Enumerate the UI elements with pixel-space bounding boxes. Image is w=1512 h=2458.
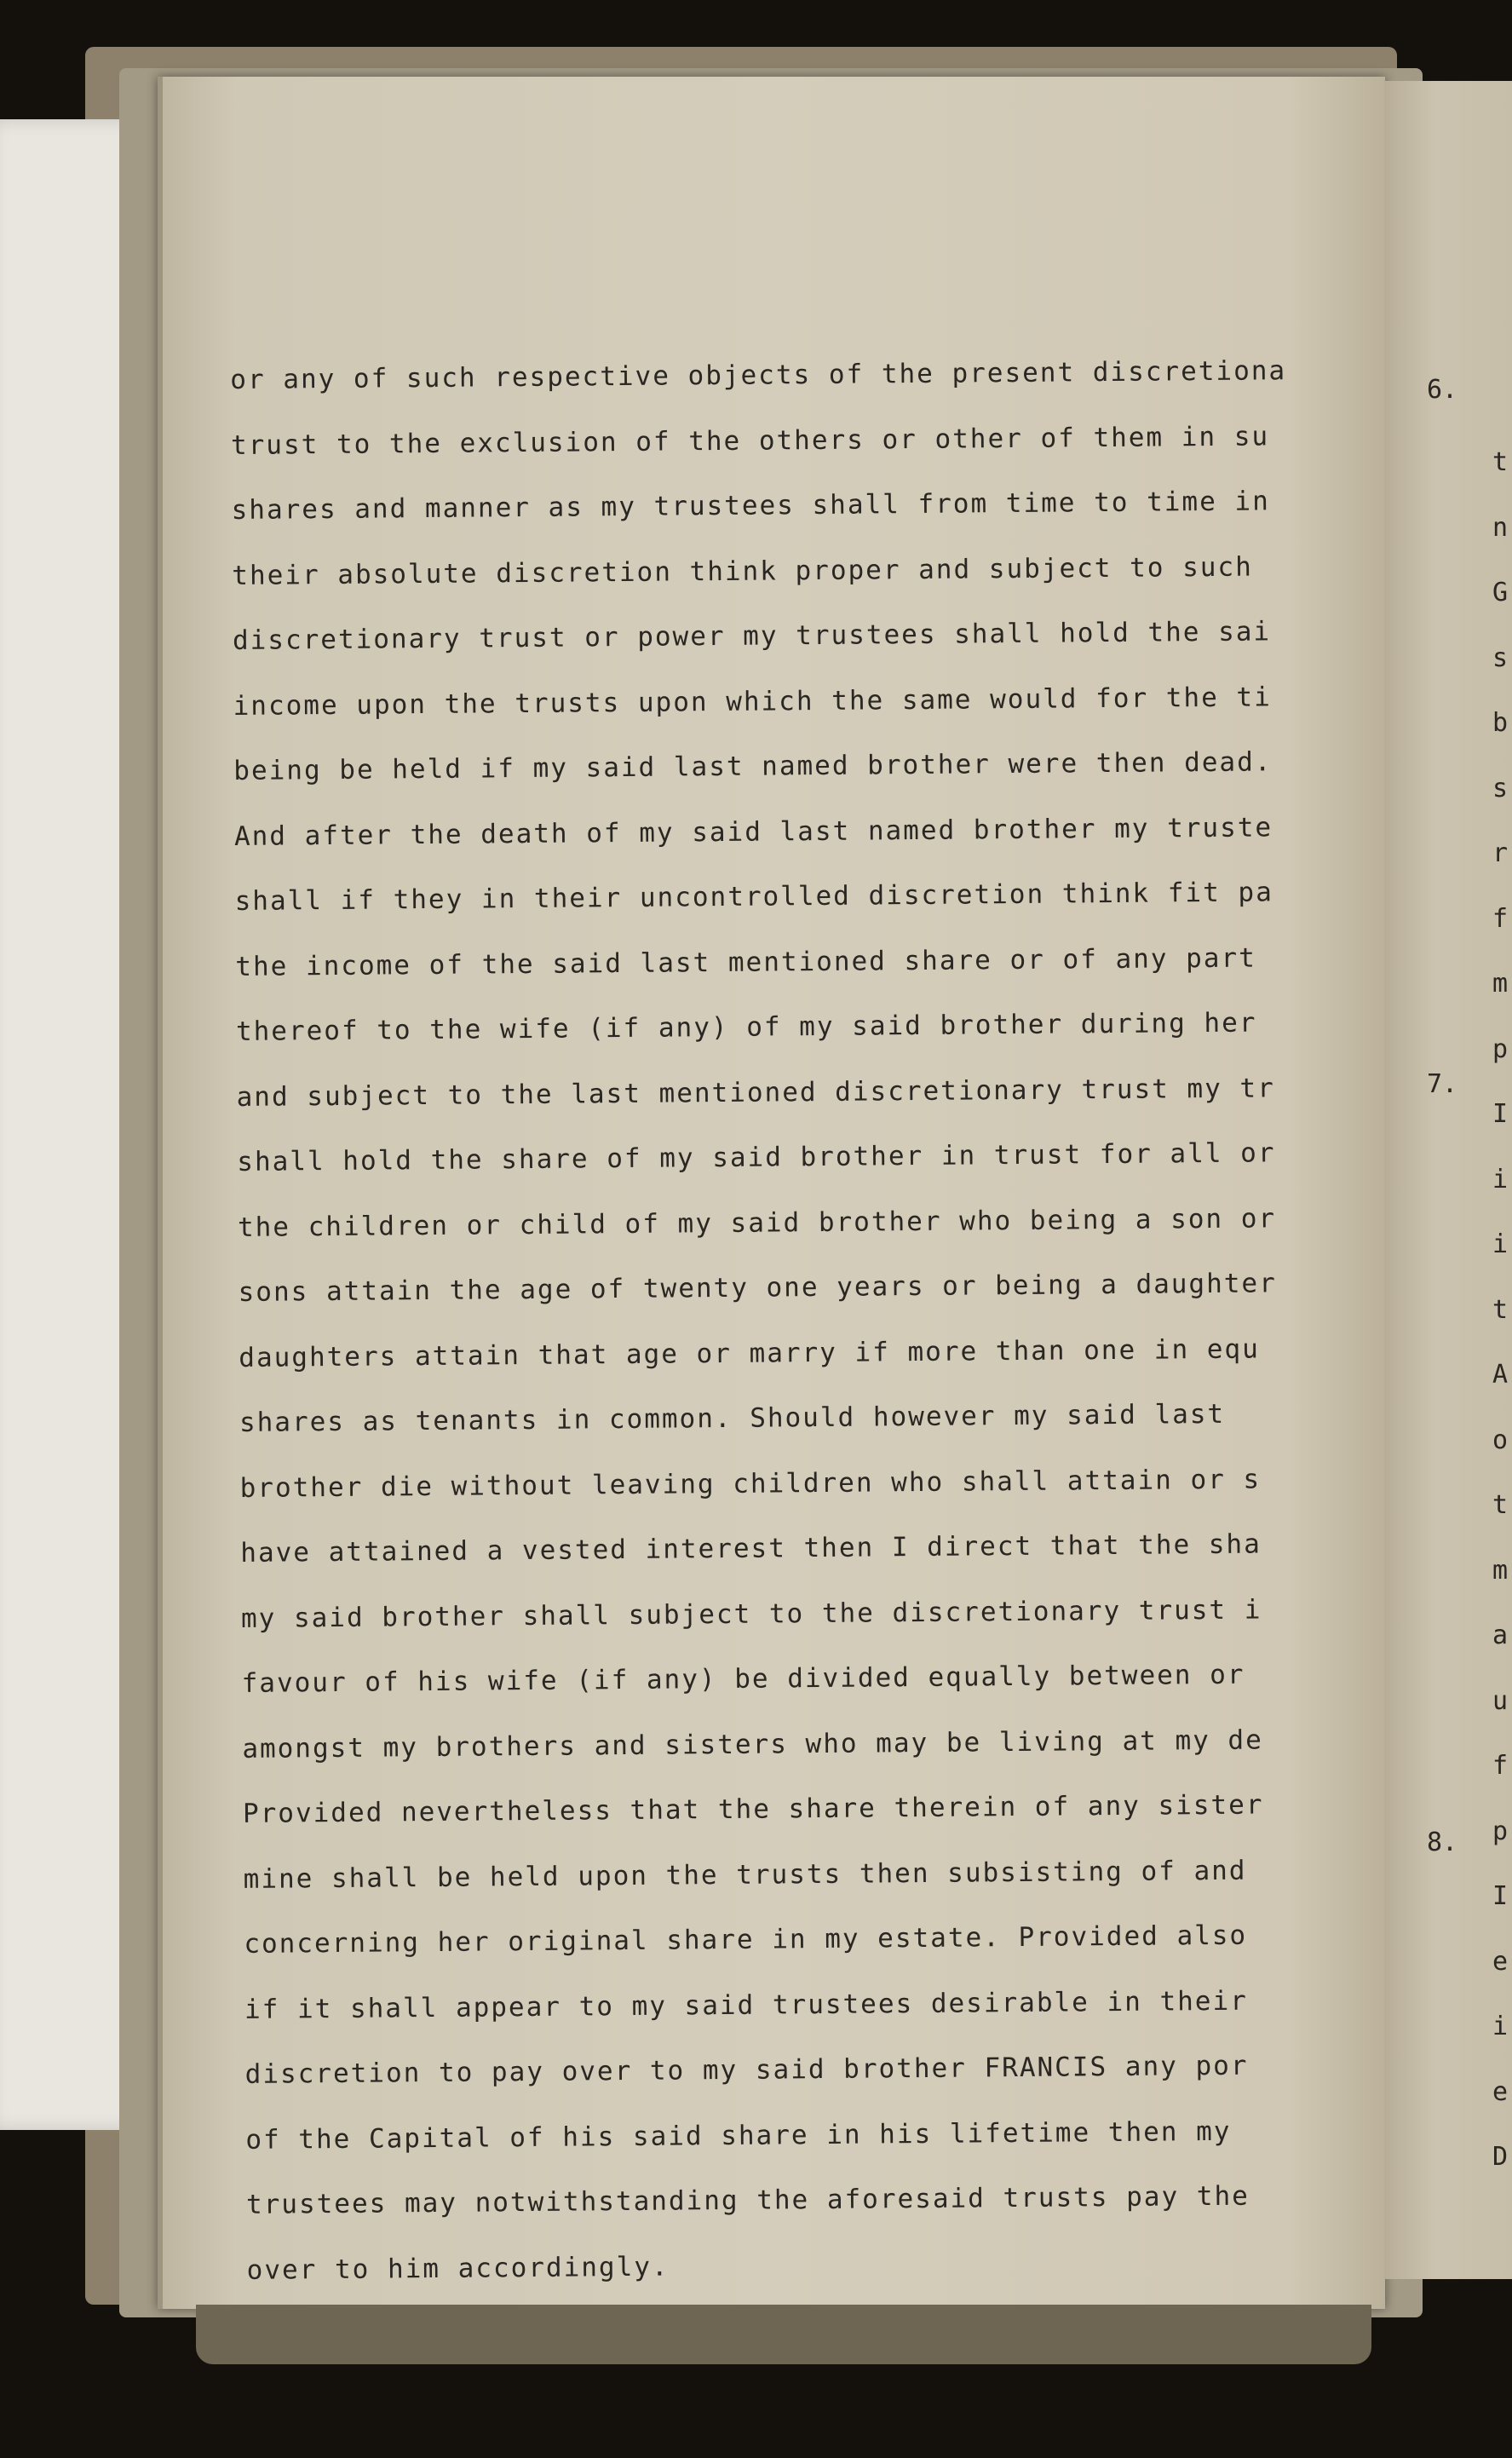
text-line: daughters attain that age or marry if more than one in equ xyxy=(239,1333,1260,1373)
text-line: shares as tenants in common. Should however my said last xyxy=(239,1398,1226,1438)
fragment: i xyxy=(1492,2012,1509,2041)
fragment: t xyxy=(1492,1490,1509,1520)
text-line: being be held if my said last named brother were then dead. xyxy=(233,746,1273,786)
section-number: 8. xyxy=(1427,1828,1458,1857)
fragment: p xyxy=(1492,1033,1509,1064)
text-line: sons attain the age of twenty one years or being a daughter xyxy=(238,1268,1277,1308)
text-line: shall hold the share of my said brother in trust for all or xyxy=(237,1137,1276,1177)
fragment: b xyxy=(1492,708,1509,738)
fragment: I xyxy=(1492,1881,1509,1911)
fragment: u xyxy=(1492,1685,1509,1716)
fragment: m xyxy=(1492,1555,1509,1586)
fragment: f xyxy=(1492,903,1509,934)
text-line: the children or child of my said brother who being a son or xyxy=(237,1202,1277,1243)
text-line: or any of such respective objects of the present discretiona xyxy=(230,355,1287,395)
fragment: o xyxy=(1492,1425,1509,1455)
fragment: I xyxy=(1492,1099,1509,1129)
folder-bottom-edge xyxy=(196,2305,1371,2364)
fragment: e xyxy=(1492,2076,1509,2107)
text-line: mine shall be held upon the trusts then subsisting of and xyxy=(243,1855,1247,1895)
text-line: Provided nevertheless that the share therein of any sister xyxy=(242,1789,1264,1829)
text-line: shall if they in their uncontrolled discretion think fit pa xyxy=(234,877,1273,917)
typed-text-body xyxy=(230,337,1401,2303)
fragment: s xyxy=(1492,642,1509,673)
section-number: 6. xyxy=(1427,375,1458,405)
fragment: i xyxy=(1492,1164,1509,1194)
text-line: shares and manner as my trustees shall from time to time in xyxy=(231,486,1270,526)
text-line: And after the death of my said last named brother my truste xyxy=(233,811,1273,852)
text-line: have attained a vested interest then I direct that the sha xyxy=(240,1528,1262,1569)
text-line: discretion to pay over to my said brother FRANCIS any por xyxy=(244,2050,1249,2090)
fragment: t xyxy=(1492,1294,1509,1325)
text-line: discretionary trust or power my trustees shall hold the sai xyxy=(232,616,1272,656)
text-line: my said brother shall subject to the discretionary trust i xyxy=(240,1593,1262,1634)
fragment: f xyxy=(1492,1751,1509,1781)
fragment: D xyxy=(1492,2142,1509,2172)
text-line: brother die without leaving children who shall attain or s xyxy=(239,1463,1262,1504)
text-line: income upon the trusts upon which the same would for the ti xyxy=(233,681,1272,722)
fragment: t xyxy=(1492,447,1509,477)
text-line: favour of his wife (if any) be divided equally between or xyxy=(241,1659,1245,1699)
fragment: a xyxy=(1492,1620,1509,1650)
fragment: m xyxy=(1492,969,1509,999)
text-line: the income of the said last mentioned share or of any part xyxy=(235,942,1256,982)
text-line: of the Capital of his said share in his lifetime then my xyxy=(245,2115,1232,2156)
text-line: if it shall appear to my said trustees desirable in their xyxy=(244,1985,1248,2025)
fragment: A xyxy=(1492,1360,1509,1390)
text-line: amongst my brothers and sisters who may be living at my de xyxy=(242,1724,1263,1764)
section-number: 7. xyxy=(1427,1069,1458,1099)
facing-page-fragments xyxy=(1492,430,1512,2190)
fragment: p xyxy=(1492,1816,1509,1846)
text-line: trust to the exclusion of the others or other of them in su xyxy=(230,420,1270,461)
fragment: e xyxy=(1492,1946,1509,1977)
fragment: G xyxy=(1492,578,1509,607)
fragment: r xyxy=(1492,838,1509,868)
text-line: over to him accordingly. xyxy=(246,2251,670,2286)
text-line: concerning her original share in my estate. Provided also xyxy=(244,1920,1248,1960)
text-line: trustees may notwithstanding the aforesaid trusts pay the xyxy=(245,2180,1250,2220)
text-line: their absolute discretion think proper and subject to such xyxy=(232,551,1253,591)
text-line: thereof to the wife (if any) of my said brother during her xyxy=(235,1007,1257,1047)
fragment: s xyxy=(1492,773,1509,803)
fragment: n xyxy=(1492,512,1509,543)
text-line: and subject to the last mentioned discretionary trust my tr xyxy=(236,1072,1275,1113)
fragment: i xyxy=(1492,1229,1509,1259)
